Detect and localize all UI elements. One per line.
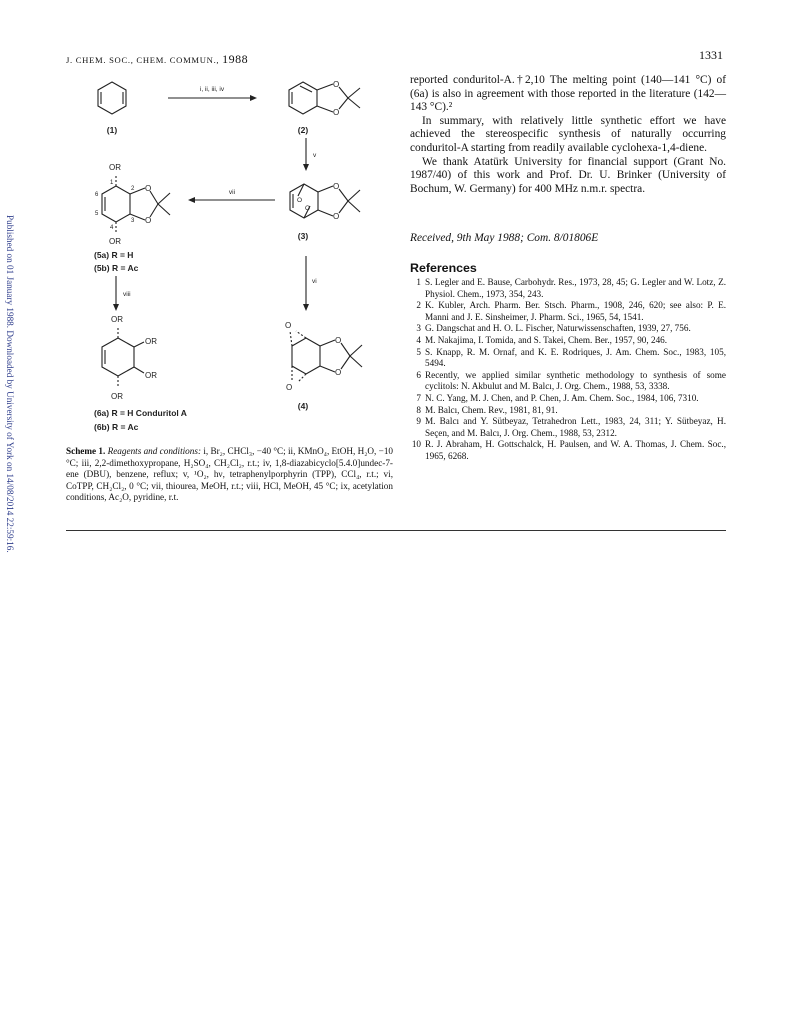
reference-item: 8 M. Balcı, Chem. Rev., 1981, 81, 91. [416,404,558,415]
atom-o: O [333,80,340,89]
atom-o: O [335,336,342,345]
group-or: OR [111,392,123,401]
caption-text: i, Br₂, CHCl₃, −40 °C; ii, KMnO₄, EtOH, H₂O, −10 °C; iii, 2,2-dimethoxypropane, H₂SO₄, CH₂Cl₂, r.t.; iv, 1,8-diazabicyclo[5.4.0]undec-7-ene (DBU), benzene, reflux; v, ¹O₂, hν, tetraphenylporphyrin (TPP), CCl₄, r.t.; vi, CoTPP, CH₂Cl₂, 0 °C; vii, thiourea, MeOH, r.t.; viii, HCl, MeOH, 45 °C; ix, acetylation conditions, Ac₂O, pyridine, r.t. [66,446,394,503]
locant: 3 [131,218,135,224]
reference-item: 6 Recently, we applied similar synthetic methodology to synthesis of some cyclitols: N. Akbulut and M. Balcı, J. Org. Chem., 1988, 53, 3338. [416,369,726,392]
locant: 5 [95,211,99,217]
reference-item: 5 S. Knapp, R. M. Ornaf, and K. E. Rodriques, J. Am. Chem. Soc., 1983, 105, 5494. [416,346,726,369]
references-list [410,277,726,463]
reagent-vi-label: vi [312,278,317,285]
locant: 6 [95,192,99,198]
caption-heading: Reagents and conditions: [107,446,202,456]
journal-year: 1988 [222,52,249,66]
structure-2 [289,82,360,114]
structure-6 [102,326,144,388]
atom-o: O [286,383,293,392]
atom-o: O [335,368,342,377]
reaction-scheme [60,76,400,446]
scheme-drawing [60,76,400,446]
group-or: OR [109,237,121,246]
download-watermark [1,215,15,635]
reagent-v-label: v [313,152,317,159]
body-paragraph: reported conduritol-A.†2,10 The melting point (140—141 °C) of (6a) is also in agreement with those reported in the literature (142—143 °C).² [410,74,726,114]
received-line: Received, 9th May 1988; Com. 8/01806E [410,232,599,244]
atom-o: O [145,216,152,225]
reference-item: 10 R. J. Abraham, H. Gottschalck, H. Paulsen, and W. A. Thomas, J. Chem. Soc., 1965, 6268. [411,439,726,461]
caption-label: Scheme 1. [66,446,106,456]
compound-4-label: (4) [297,401,309,411]
atom-o: O [333,182,340,191]
atom-o: O [145,184,152,193]
reference-item: 3 G. Dangschat and H. O. L. Fischer, Naturwissenschaften, 1939, 27, 756. [416,323,691,334]
body-paragraph: We thank Atatürk University for financial support (Grant No. 1987/40) of this work and Prof. Dr. U. Brinker (University of Bochum, W. Germany) for 400 MHz n.m.r. spectra. [410,155,726,195]
page-rule [66,530,726,531]
group-or: OR [145,337,157,346]
right-column [410,74,726,196]
reference-item: 1 S. Legler and E. Bause, Carbohydr. Res., 1973, 28, 45; G. Legler and W. Lotz, Z. Physiol. Chem., 1973, 354, 243. [416,277,726,299]
structure-4 [290,331,362,382]
locant: 4 [110,225,114,231]
compound-2-label: (2) [297,125,309,135]
compound-5b-label: (5b) R = Ac [94,263,139,273]
reference-item: 7 N. C. Yang, M. J. Chen, and P. Chen, J. Am. Chem. Soc., 1984, 106, 7310. [416,392,699,403]
reagents-i-iv-label: i, ii, iii, iv [199,86,225,93]
download-watermark-text: Published on 01 January 1988. Downloaded by University of York on 14/08/2014 22:59:16. [5,215,15,553]
scheme-caption [66,446,393,504]
running-header [66,52,248,67]
page-number: 1331 [699,48,723,62]
atom-o: O [285,321,292,330]
compound-6b-label: (6b) R = Ac [94,422,139,432]
compound-6a-label: (6a) R = H Conduritol A [94,408,187,418]
reference-item: 4 M. Nakajima, I. Tomida, and S. Takei, Chem. Ber., 1957, 90, 246. [416,334,668,345]
atom-o: O [333,108,340,117]
structure-1 [98,82,126,114]
compound-1-label: (1) [106,125,118,135]
body-paragraph: In summary, with relatively little synthetic effort we have achieved the stereospecific synthesis of naturally occurring conduritol-A starting from readily available cyclohexa-1,4-diene. [410,114,726,154]
atom-o: O [297,197,303,204]
reference-item: 2 K. Kubler, Arch. Pharm. Ber. Stsch. Pharm., 1908, 246, 620; see also: P. E. Manni and J. E. Sinsheimer, J. Pharm. Sci., 1965, 54, 1541. [416,300,726,322]
atom-o: O [305,205,311,212]
journal-name: J. CHEM. SOC., CHEM. COMMUN., [66,55,220,65]
references-heading: References [410,261,477,275]
group-or: OR [145,371,157,380]
group-or: OR [109,163,121,172]
reagent-vii-label: vii [228,189,236,196]
reference-item: 9 M. Balcı and Y. Sütbeyaz, Tetrahedron Lett., 1983, 24, 311; Y. Sütbeyaz, H. Seçen, and M. Balcı, J. Org. Chem., 1988, 53, 2312. [416,416,726,438]
reagent-viii-label: viii [123,291,131,298]
locant: 1 [110,180,114,186]
locant: 2 [131,186,135,192]
compound-5a-label: (5a) R = H [94,250,134,260]
atom-o: O [333,212,340,221]
compound-3-label: (3) [297,231,309,241]
group-or: OR [111,315,123,324]
